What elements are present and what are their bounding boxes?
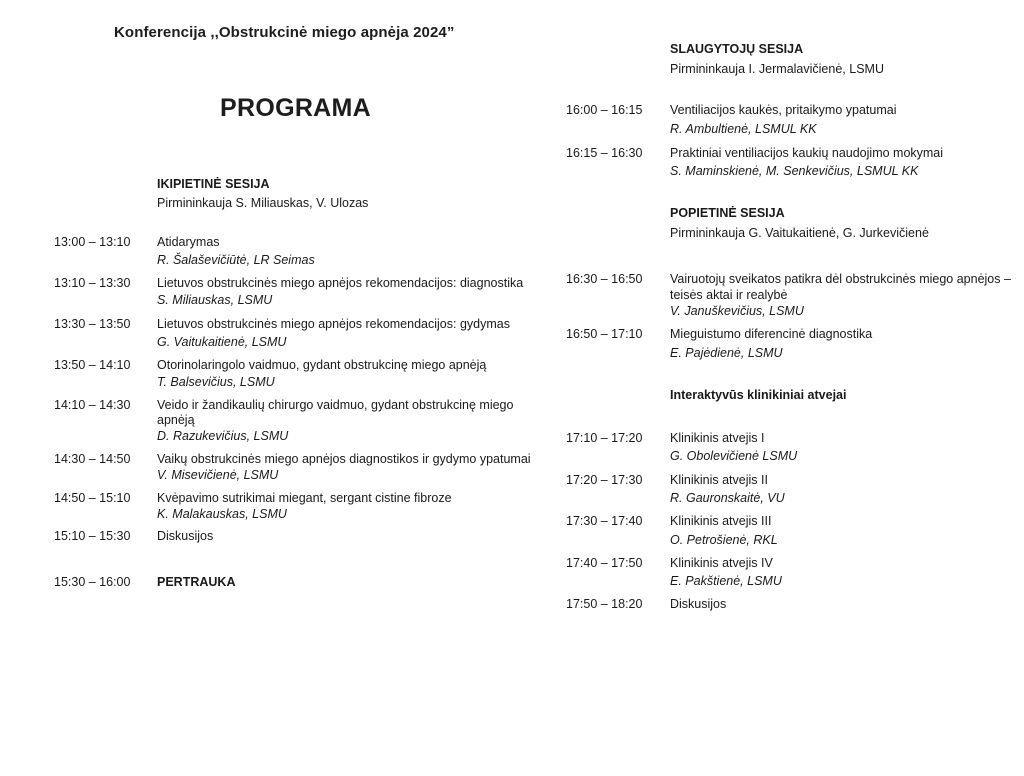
item-speaker: T. Balsevičius, LSMU — [157, 375, 275, 389]
item-speaker: E. Pakštienė, LSMU — [670, 574, 782, 588]
item-title-cont: teisės aktai ir realybė — [670, 288, 788, 302]
item-time: 16:15 – 16:30 — [566, 146, 643, 160]
cases-heading: Interaktyvūs klinikiniai atvejai — [670, 388, 847, 402]
item-title: Klinikinis atvejis IV — [670, 556, 773, 570]
item-time: 16:50 – 17:10 — [566, 327, 643, 341]
item-time: 17:40 – 17:50 — [566, 556, 643, 570]
item-title: Kvėpavimo sutrikimai miegant, sergant cistine fibroze — [157, 491, 452, 505]
item-title: Diskusijos — [670, 597, 727, 611]
item-time: 17:50 – 18:20 — [566, 597, 643, 611]
item-time: 14:50 – 15:10 — [54, 491, 131, 505]
break-title: PERTRAUKA — [157, 575, 236, 589]
item-speaker: R. Gauronskaitė, VU — [670, 491, 785, 505]
item-speaker: G. Vaitukaitienė, LSMU — [157, 335, 287, 349]
item-speaker: E. Pajėdienė, LSMU — [670, 346, 783, 360]
item-time: 13:30 – 13:50 — [54, 317, 131, 331]
item-title: Mieguistumo diferencinė diagnostika — [670, 327, 873, 341]
item-speaker: V. Januškevičius, LSMU — [670, 304, 804, 318]
item-title: Klinikinis atvejis III — [670, 514, 772, 528]
item-title: Lietuvos obstrukcinės miego apnėjos rekomendacijos: diagnostika — [157, 276, 524, 290]
item-speaker: R. Šalaševičiūtė, LR Seimas — [157, 253, 315, 267]
item-title: Lietuvos obstrukcinės miego apnėjos rekomendacijos: gydymas — [157, 317, 510, 331]
item-time: 16:00 – 16:15 — [566, 103, 643, 117]
item-title-cont: apnėją — [157, 413, 195, 427]
item-speaker: S. Maminskienė, M. Senkevičius, LSMUL KK — [670, 164, 919, 178]
session-title: SLAUGYTOJŲ SESIJA — [670, 42, 804, 56]
item-speaker: V. Misevičienė, LSMU — [157, 468, 279, 482]
item-time: 14:30 – 14:50 — [54, 452, 131, 466]
session-title: POPIETINĖ SESIJA — [670, 206, 785, 220]
item-title: Praktiniai ventiliacijos kaukių naudojimo mokymai — [670, 146, 944, 160]
item-time: 16:30 – 16:50 — [566, 272, 643, 286]
item-title: Ventiliacijos kaukės, pritaikymo ypatumai — [670, 103, 897, 117]
item-title: Vaikų obstrukcinės miego apnėjos diagnostikos ir gydymo ypatumai — [157, 452, 531, 466]
item-title: Klinikinis atvejis II — [670, 473, 768, 487]
item-speaker: S. Miliauskas, LSMU — [157, 293, 273, 307]
conference-title: Konferencija ,,Obstrukcinė miego apnėja 2024” — [114, 24, 455, 41]
item-title: Veido ir žandikaulių chirurgo vaidmuo, gydant obstrukcinę miego — [157, 398, 514, 412]
session-title: IKIPIETINĖ SESIJA — [157, 177, 270, 191]
item-time: 17:10 – 17:20 — [566, 431, 643, 445]
item-time: 14:10 – 14:30 — [54, 398, 131, 412]
item-time: 13:00 – 13:10 — [54, 235, 131, 249]
item-time: 17:30 – 17:40 — [566, 514, 643, 528]
session-chair: Pirmininkauja S. Miliauskas, V. Ulozas — [157, 196, 369, 210]
item-time: 13:10 – 13:30 — [54, 276, 131, 290]
item-time: 13:50 – 14:10 — [54, 358, 131, 372]
item-time: 17:20 – 17:30 — [566, 473, 643, 487]
session-chair: Pirmininkauja G. Vaitukaitienė, G. Jurkevičienė — [670, 226, 929, 240]
item-speaker: G. Obolevičienė LSMU — [670, 449, 798, 463]
item-title: Otorinolaringolo vaidmuo, gydant obstrukcinę miego apnėją — [157, 358, 487, 372]
program-title: PROGRAMA — [220, 94, 372, 122]
item-time: 15:10 – 15:30 — [54, 529, 131, 543]
item-time: 15:30 – 16:00 — [54, 575, 131, 589]
item-title: Vairuotojų sveikatos patikra dėl obstrukcinės miego apnėjos – — [670, 272, 1011, 286]
item-title: Diskusijos — [157, 529, 214, 543]
item-speaker: O. Petrošienė, RKL — [670, 533, 778, 547]
right-column — [540, 0, 1024, 776]
item-speaker: K. Malakauskas, LSMU — [157, 507, 287, 521]
item-speaker: D. Razukevičius, LSMU — [157, 429, 289, 443]
item-title: Atidarymas — [157, 235, 220, 249]
item-speaker: R. Ambultienė, LSMUL KK — [670, 122, 817, 136]
session-chair: Pirmininkauja I. Jermalavičienė, LSMU — [670, 62, 884, 76]
item-title: Klinikinis atvejis I — [670, 431, 765, 445]
